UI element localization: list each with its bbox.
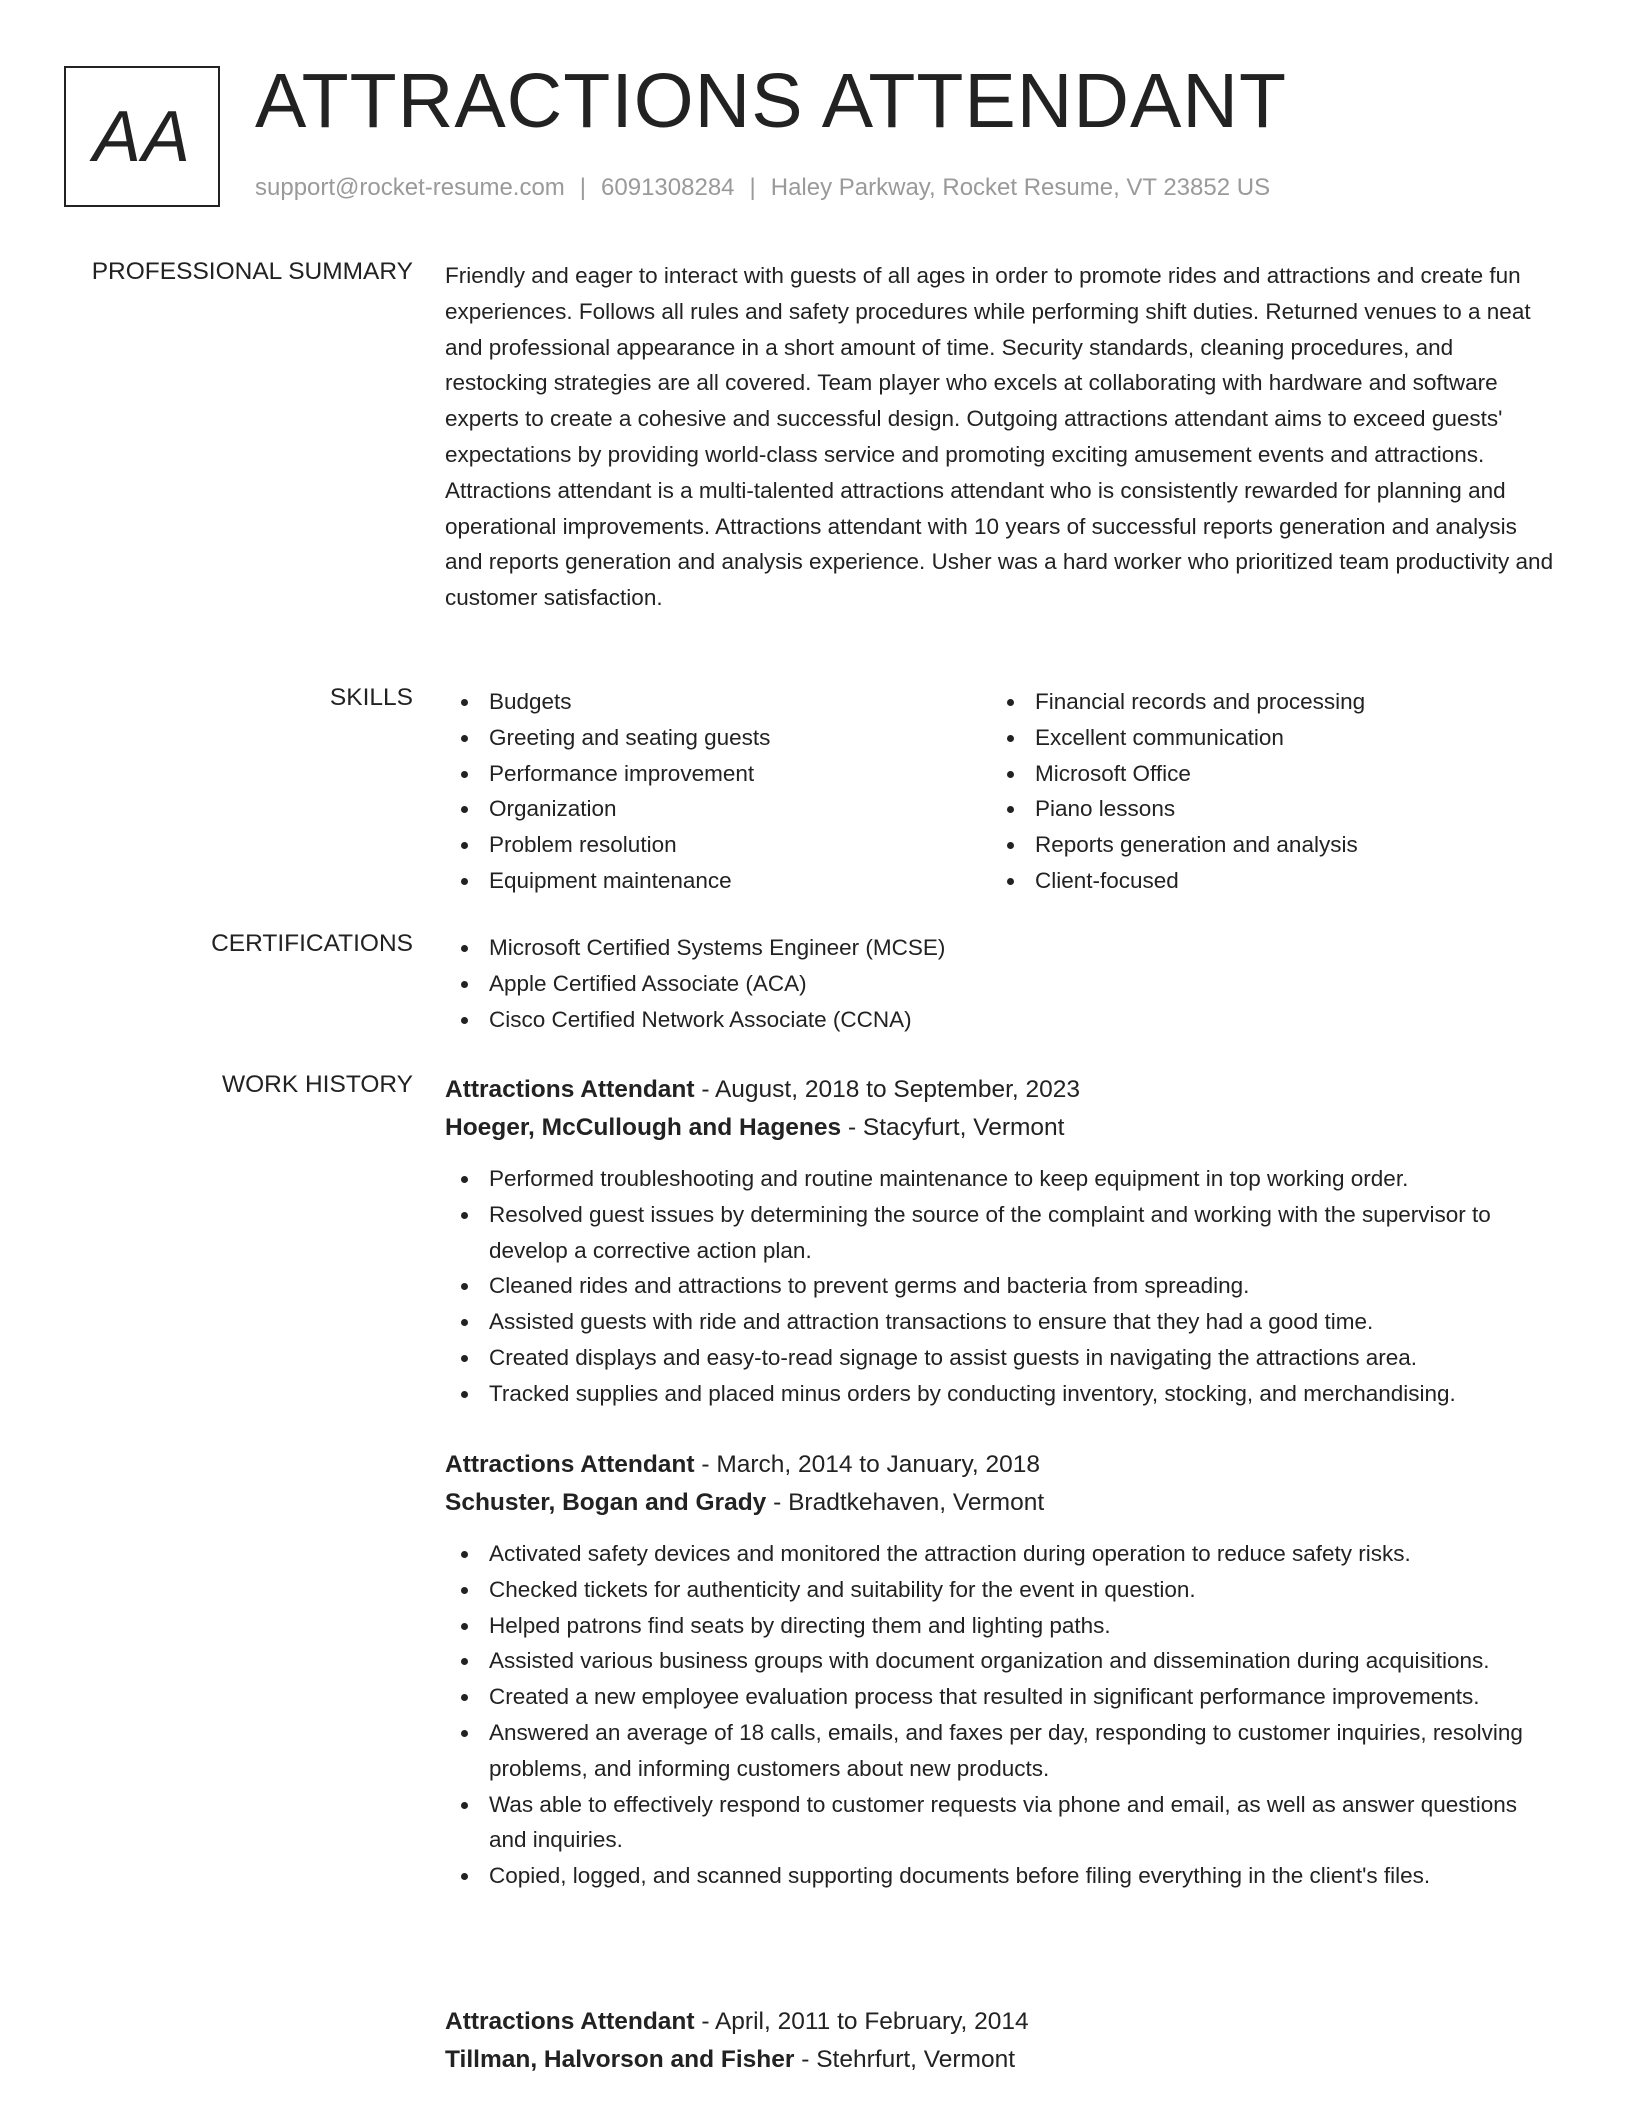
job-bullet: Copied, logged, and scanned supporting documents before filing everything in the client's files. <box>445 1858 1560 1894</box>
job-title: Attractions Attendant <box>445 1451 695 1478</box>
job-bullet: Created displays and easy-to-read signage to assist guests in navigating the attractions area. <box>445 1340 1560 1376</box>
skill-item: Organization <box>445 791 991 827</box>
job-location: - Stehrfurt, Vermont <box>794 2046 1016 2073</box>
job-company: Schuster, Bogan and Grady <box>445 1489 767 1516</box>
certification-item: Microsoft Certified Systems Engineer (MCSE) <box>445 930 1560 966</box>
job-company: Tillman, Halvorson and Fisher <box>445 2046 795 2073</box>
job-bullet: Answered an average of 18 calls, emails, and faxes per day, responding to customer inquiries, resolving problems, and informing customers about new products. <box>445 1715 1560 1787</box>
skill-item: Greeting and seating guests <box>445 720 991 756</box>
job-bullet: Tracked supplies and placed minus orders by conducting inventory, stocking, and merchandising. <box>445 1376 1560 1412</box>
certification-item: Apple Certified Associate (ACA) <box>445 966 1560 1002</box>
job-bullet: Was able to effectively respond to customer requests via phone and email, as well as answer questions and inquiries. <box>445 1787 1560 1859</box>
job-bullet: Checked tickets for authenticity and suitability for the event in question. <box>445 1572 1560 1608</box>
skill-item: Excellent communication <box>991 720 1537 756</box>
job-dates: - August, 2018 to September, 2023 <box>694 1076 1081 1103</box>
contact-phone[interactable]: 6091308284 <box>601 174 735 201</box>
certification-item: Cisco Certified Network Associate (CCNA) <box>445 1002 1560 1038</box>
skill-item: Problem resolution <box>445 827 991 863</box>
job-bullet: Cleaned rides and attractions to prevent germs and bacteria from spreading. <box>445 1268 1560 1304</box>
job-entry <box>445 1071 1560 1412</box>
contact-line <box>255 174 1270 202</box>
job-title-line <box>445 1446 1560 1484</box>
skill-item: Reports generation and analysis <box>991 827 1537 863</box>
skill-item: Equipment maintenance <box>445 863 991 899</box>
section-label: CERTIFICATIONS <box>211 930 413 957</box>
job-company-line <box>445 2041 1560 2079</box>
job-dates: - April, 2011 to February, 2014 <box>694 2008 1029 2035</box>
section-label: PROFESSIONAL SUMMARY <box>91 258 413 285</box>
job-bullet: Performed troubleshooting and routine maintenance to keep equipment in top working order. <box>445 1161 1560 1197</box>
skill-item: Financial records and processing <box>991 684 1537 720</box>
skills-body <box>445 684 1560 899</box>
contact-separator: | <box>749 174 756 201</box>
contact-separator: | <box>579 174 587 201</box>
job-bullets <box>445 1161 1560 1412</box>
skill-item: Performance improvement <box>445 756 991 792</box>
certifications-list <box>445 930 1560 1037</box>
resume-title: ATTRACTIONS ATTENDANT <box>255 58 1288 144</box>
job-bullet: Created a new employee evaluation process that resulted in significant performance improvements. <box>445 1679 1560 1715</box>
skill-item: Microsoft Office <box>991 756 1537 792</box>
skills-list-left <box>445 684 991 899</box>
job-bullet: Activated safety devices and monitored the attraction during operation to reduce safety risks. <box>445 1536 1560 1572</box>
job-bullet: Assisted various business groups with document organization and dissemination during acquisitions. <box>445 1643 1560 1679</box>
summary-text: Friendly and eager to interact with guests of all ages in order to promote rides and attractions and create fun experiences. Follows all rules and safety procedures while performing shift duties. Returned venues to a neat and professional appearance in a short amount of time. Security standards, cleaning procedures, and restocking strategies are all covered. Team player who excels at collaborating with hardware and software experts to create a cohesive and successful design. Outgoing attractions attendant aims to exceed guests' expectations by providing world-class service and promoting exciting amusement events and attractions. Attractions attendant is a multi-talented attractions attendant who is consistently rewarded for planning and operational improvements. Attractions attendant with 10 years of successful reports generation and analysis and reports generation and analysis experience. Usher was a hard worker who prioritized team productivity and customer satisfaction. <box>445 263 1554 611</box>
job-title-line <box>445 2003 1560 2041</box>
job-entry <box>445 2003 1560 2079</box>
job-dates: - March, 2014 to January, 2018 <box>694 1451 1041 1478</box>
job-bullets <box>445 1536 1560 1894</box>
job-title-line <box>445 1071 1560 1109</box>
section-label: SKILLS <box>329 684 413 711</box>
job-bullet: Helped patrons find seats by directing them and lighting paths. <box>445 1608 1560 1644</box>
contact-address: Haley Parkway, Rocket Resume, VT 23852 US <box>770 174 1271 201</box>
job-title: Attractions Attendant <box>445 1076 695 1103</box>
section-label: WORK HISTORY <box>221 1071 413 1098</box>
job-company-line <box>445 1484 1560 1522</box>
job-entry <box>445 1446 1560 1894</box>
skill-item: Client-focused <box>991 863 1537 899</box>
monogram-logo: AA <box>64 66 220 207</box>
skills-list-right <box>991 684 1537 899</box>
skill-item: Piano lessons <box>991 791 1537 827</box>
job-company-line <box>445 1109 1560 1147</box>
job-bullet: Resolved guest issues by determining the source of the complaint and working with the supervisor to develop a corrective action plan. <box>445 1197 1560 1269</box>
contact-email[interactable]: support@rocket-resume.com <box>255 174 565 201</box>
job-company: Hoeger, McCullough and Hagenes <box>445 1114 842 1141</box>
skill-item: Budgets <box>445 684 991 720</box>
job-location: - Bradtkehaven, Vermont <box>766 1489 1045 1516</box>
certifications-body <box>445 930 1560 1037</box>
job-title: Attractions Attendant <box>445 2008 695 2035</box>
job-location: - Stacyfurt, Vermont <box>841 1114 1065 1141</box>
job-bullet: Assisted guests with ride and attraction transactions to ensure that they had a good time. <box>445 1304 1560 1340</box>
